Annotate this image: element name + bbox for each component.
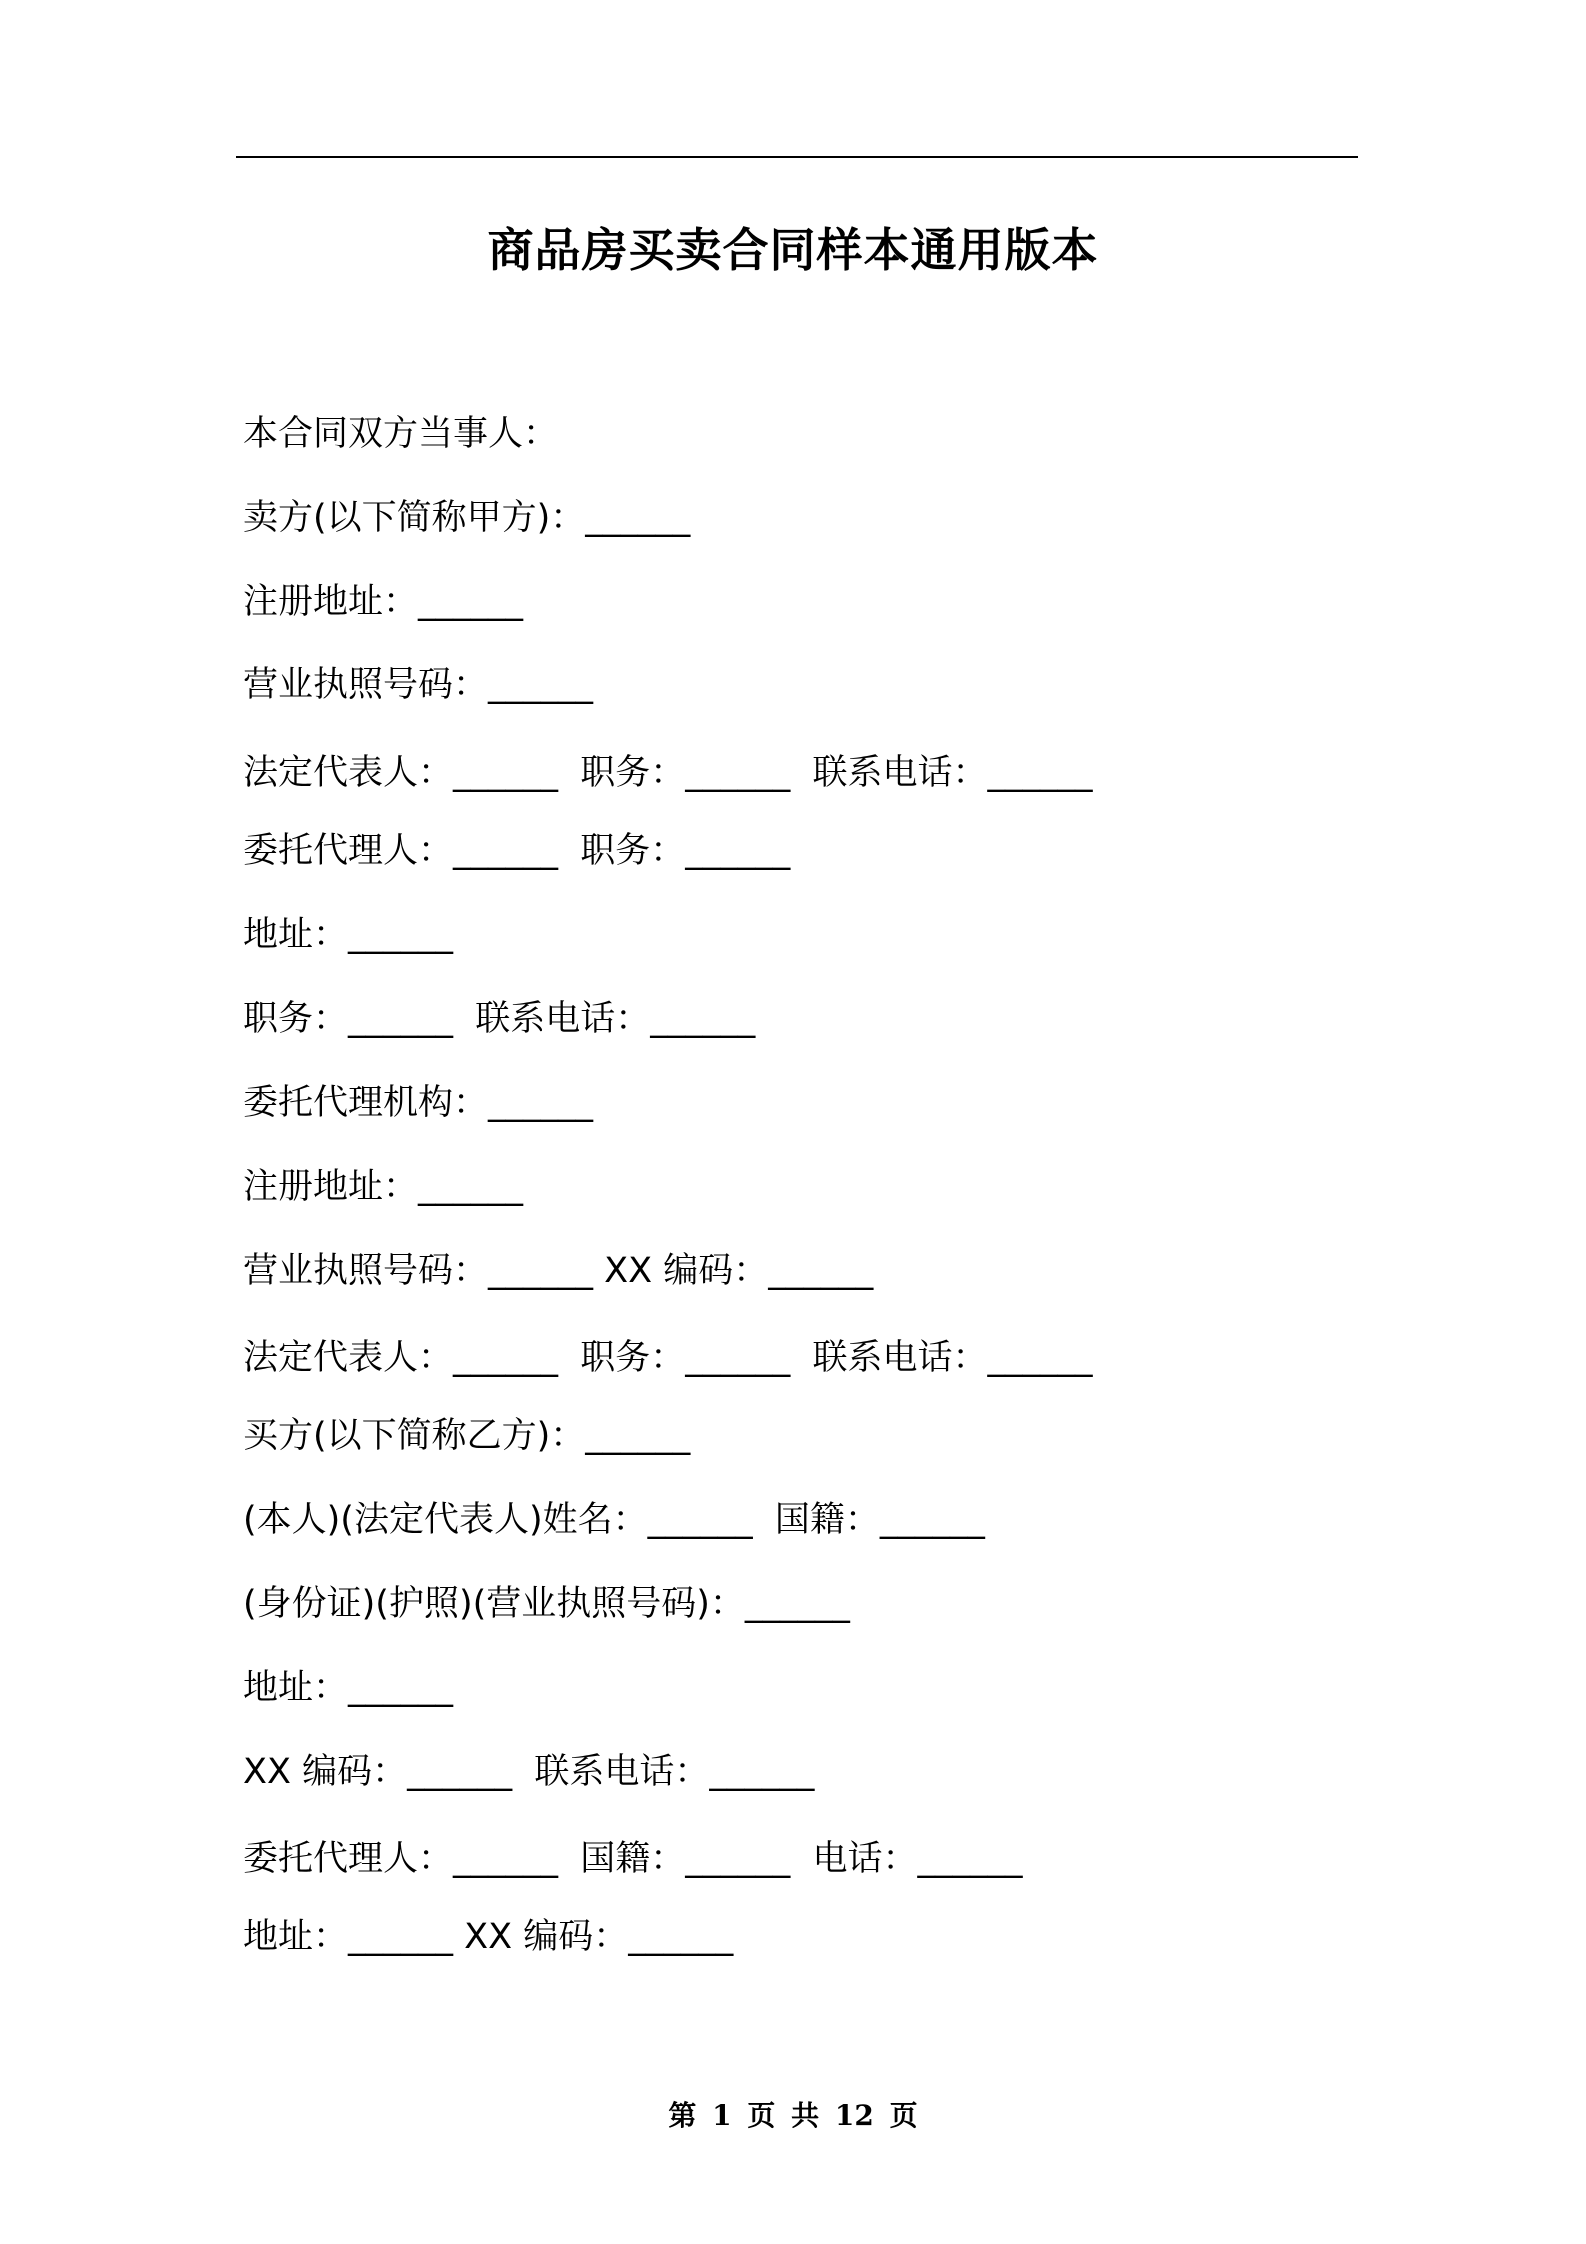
seller-agent-address-line: 地址：______	[243, 915, 454, 955]
buyer-line: 买方(以下简称乙方)：______	[243, 1416, 691, 1456]
buyer-id-line: (身份证)(护照)(营业执照号码)：______	[243, 1584, 850, 1624]
seller-legal-rep-line: 法定代表人：______ 职务：______ 联系电话：______	[243, 753, 1093, 793]
agency-legal-rep-line: 法定代表人：______ 职务：______ 联系电话：______	[243, 1338, 1093, 1378]
header-rule	[236, 156, 1358, 158]
agency-business-license-line: 营业执照号码：______ XX 编码：______	[243, 1251, 874, 1291]
seller-agent-position-line: 职务：______ 联系电话：______	[243, 999, 756, 1039]
page-number-footer: 第 1 页 共 12 页	[668, 2099, 918, 2132]
document-title: 商品房买卖合同样本通用版本	[487, 223, 1099, 277]
seller-business-license-line: 营业执照号码：______	[243, 665, 594, 705]
buyer-name-line: (本人)(法定代表人)姓名：______ 国籍：______	[243, 1500, 985, 1540]
seller-line: 卖方(以下简称甲方)：______	[243, 498, 691, 538]
buyer-address-line: 地址：______	[243, 1668, 454, 1708]
agency-registered-address-line: 注册地址：______	[243, 1167, 524, 1207]
seller-registered-address-line: 注册地址：______	[243, 582, 524, 622]
buyer-postcode-line: XX 编码：______ 联系电话：______	[243, 1752, 815, 1792]
agency-line: 委托代理机构：______	[243, 1083, 594, 1123]
seller-agent-line: 委托代理人：______ 职务：______	[243, 831, 791, 871]
party-intro-line: 本合同双方当事人：	[243, 414, 559, 454]
buyer-agent-line: 委托代理人：______ 国籍：______ 电话：______	[243, 1839, 1023, 1879]
buyer-agent-address-line: 地址：______ XX 编码：______	[243, 1917, 734, 1957]
